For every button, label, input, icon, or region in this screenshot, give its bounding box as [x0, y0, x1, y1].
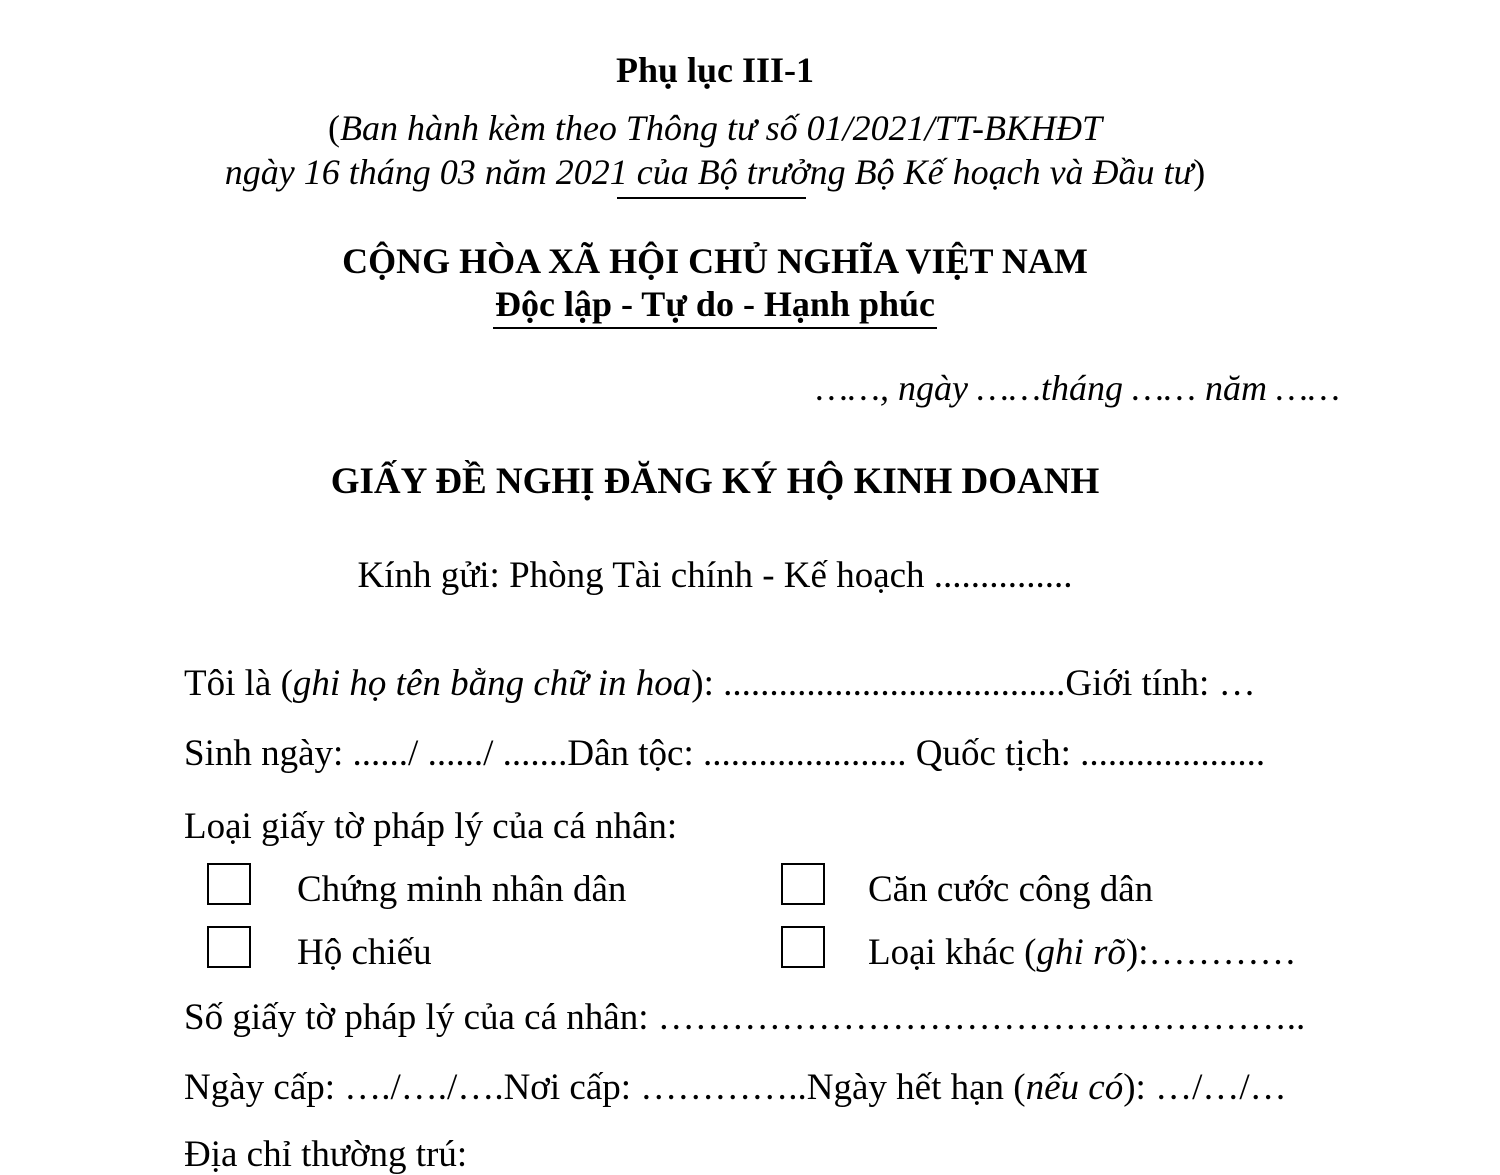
issue-suffix: ): …/…/…	[1123, 1067, 1287, 1108]
issued-line-1-text: Ban hành kèm theo Thông tư số 01/2021/TT-BKHĐT	[340, 108, 1102, 148]
other-doc-suffix: ):…………	[1125, 932, 1297, 973]
motto-underline	[493, 327, 937, 329]
motto: Độc lập - Tự do - Hạnh phúc	[494, 284, 936, 324]
issue-hint: nếu có	[1025, 1067, 1124, 1108]
doc-type-label: Loại giấy tờ pháp lý của cá nhân:	[184, 806, 678, 847]
other-doc-checkbox[interactable]	[781, 926, 825, 968]
appendix-title: Phụ lục III-1	[615, 50, 815, 90]
other-doc-prefix: Loại khác (	[868, 932, 1037, 973]
nation-title: CỘNG HÒA XÃ HỘI CHỦ NGHĨA VIỆT NAM	[342, 241, 1088, 281]
name-prefix: Tôi là (	[184, 663, 293, 704]
other-doc-hint: ghi rõ	[1036, 932, 1126, 973]
issued-line-1	[0, 110, 1430, 146]
citizen-id-label: Căn cước công dân	[868, 869, 1154, 910]
other-doc-label	[868, 934, 1297, 971]
issue-prefix: Ngày cấp: …./…./….Nơi cấp: …………..Ngày hết hạn (	[184, 1067, 1026, 1108]
form-title: GIẤY ĐỀ NGHỊ ĐĂNG KÝ HỘ KINH DOANH	[330, 461, 1100, 502]
citizen-id-checkbox[interactable]	[781, 863, 825, 905]
name-line	[184, 665, 1256, 702]
id-card-checkbox[interactable]	[207, 863, 251, 905]
issued-line-2-text: ngày 16 tháng 03 năm 2021 của Bộ trưởng Bộ Kế hoạch và Đầu tư	[224, 152, 1194, 192]
issued-line-1-open: (	[328, 108, 340, 148]
address-label: Địa chỉ thường trú:	[184, 1134, 468, 1175]
recipient-line: Kính gửi: Phòng Tài chính - Kế hoạch ...............	[357, 555, 1073, 596]
name-suffix: ): .....................................Giới tính: …	[691, 663, 1256, 704]
birth-line: Sinh ngày: ....../ ....../ .......Dân tộc: ...................... Quốc tịch: ....................	[184, 733, 1266, 774]
doc-number-line: Số giấy tờ pháp lý của cá nhân: ……………………………………………..	[184, 997, 1306, 1038]
issued-line-2	[0, 154, 1430, 190]
header-divider	[617, 197, 806, 199]
id-card-label: Chứng minh nhân dân	[297, 869, 627, 910]
issue-line	[184, 1069, 1287, 1106]
date-line: ……, ngày ……tháng …… năm ……	[815, 368, 1340, 408]
passport-label: Hộ chiếu	[297, 932, 432, 973]
passport-checkbox[interactable]	[207, 926, 251, 968]
name-hint: ghi họ tên bằng chữ in hoa	[292, 663, 692, 704]
issued-line-2-close: )	[1193, 152, 1206, 192]
